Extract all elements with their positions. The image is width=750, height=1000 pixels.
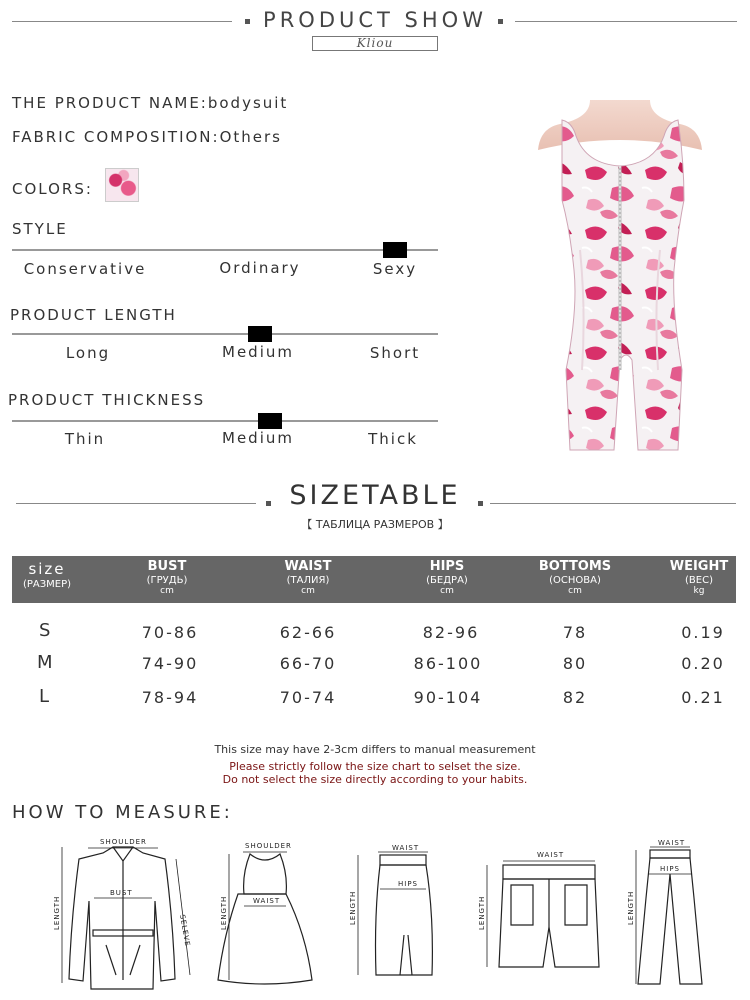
style-option-conservative: Conservative	[23, 260, 147, 278]
thickness-scale	[12, 420, 438, 422]
length-marker	[248, 326, 272, 342]
thickness-heading: PRODUCT THICKNESS	[8, 391, 206, 409]
header-waist-title: WAIST	[284, 559, 332, 574]
header-size-title: size	[28, 560, 66, 578]
shoulder-label: SHOULDER	[100, 838, 147, 846]
fabric-composition: FABRIC COMPOSITION:Others	[12, 128, 282, 146]
seleve-label: SELEVE	[178, 913, 192, 948]
dress-measure-diagram	[215, 840, 315, 990]
thickness-option-thick: Thick	[368, 430, 418, 448]
header-size-sub: (РАЗМЕР)	[22, 579, 72, 590]
hips-cell: 82-96	[422, 623, 480, 642]
waist-label: WAIST	[658, 840, 686, 847]
length-label: LENGTH	[220, 895, 228, 930]
bottoms-cell: 78	[562, 623, 588, 642]
weight-cell: 0.21	[681, 688, 725, 707]
brand-box: Kliou	[312, 36, 438, 51]
header-rule-right	[515, 21, 737, 22]
header-weight-title: WEIGHT	[669, 559, 729, 574]
colors-label: COLORS:	[12, 180, 93, 198]
product-image	[520, 100, 720, 465]
length-label: LENGTH	[627, 890, 635, 925]
weight-cell: 0.19	[681, 623, 725, 642]
hips-cell: 90-104	[413, 688, 483, 707]
weight-cell: 0.20	[681, 654, 725, 673]
header-weight	[662, 556, 736, 603]
length-heading: PRODUCT LENGTH	[10, 306, 177, 324]
hips-label: HIPS	[398, 880, 418, 888]
header-hips	[407, 556, 487, 603]
header-bottoms-title: BOTTOMS	[538, 559, 612, 574]
pants-measure-diagram	[620, 840, 730, 990]
measurement-note: This size may have 2-3cm differs to manual measurement	[214, 743, 536, 756]
length-label: LENGTH	[478, 895, 486, 930]
waist-label: WAIST	[392, 845, 420, 852]
length-option-short: Short	[369, 344, 421, 362]
size-table-header	[12, 556, 736, 603]
header-bust	[127, 556, 207, 603]
hips-cell: 86-100	[413, 654, 483, 673]
sizetable-rule-right	[490, 503, 736, 504]
header-bottoms-unit: cm	[568, 586, 582, 596]
bust-cell: 78-94	[141, 688, 199, 707]
style-heading: STYLE	[12, 220, 68, 238]
hips-label: HIPS	[660, 865, 680, 873]
header-hips-sub: (БЕДРА)	[426, 575, 468, 586]
product-name: THE PRODUCT NAME:bodysuit	[12, 94, 289, 112]
color-swatch-pink-print[interactable]	[105, 168, 139, 202]
header-hips-title: HIPS	[429, 559, 465, 574]
length-label: LENGTH	[349, 890, 357, 925]
how-to-measure-heading: HOW TO MEASURE:	[12, 802, 233, 823]
page-title: PRODUCT SHOW	[263, 8, 487, 32]
size-cell: S	[39, 620, 51, 641]
waist-cell: 66-70	[279, 654, 337, 673]
shorts-measure-diagram	[475, 845, 610, 975]
style-option-sexy: Sexy	[372, 260, 418, 278]
thickness-option-medium: Medium	[222, 429, 294, 447]
style-scale	[12, 249, 438, 251]
size-warning	[0, 760, 750, 786]
header-waist	[268, 556, 348, 603]
sizetable-subtitle: 【 ТАБЛИЦА РАЗМЕРОВ 】	[301, 518, 449, 531]
bust-label: BUST	[110, 889, 133, 897]
size-cell: M	[37, 652, 53, 673]
size-warning-line-2: Do not select the size directly according to your habits.	[222, 773, 528, 786]
style-marker	[383, 242, 407, 258]
header-size	[12, 556, 82, 603]
header-weight-sub: (ВЕС)	[685, 575, 713, 586]
length-option-long: Long	[65, 344, 111, 362]
style-option-ordinary: Ordinary	[219, 259, 301, 277]
size-cell: L	[39, 686, 50, 707]
waist-cell: 70-74	[279, 688, 337, 707]
size-warning-line-1: Please strictly follow the size chart to selset the size.	[229, 760, 521, 773]
shoulder-label: SHOULDER	[245, 842, 292, 850]
header-bust-unit: cm	[160, 586, 174, 596]
bottoms-cell: 80	[562, 654, 588, 673]
bust-cell: 74-90	[141, 654, 199, 673]
header-bottoms	[530, 556, 620, 603]
thickness-option-thin: Thin	[64, 430, 106, 448]
header-waist-unit: cm	[301, 586, 315, 596]
waist-cell: 62-66	[279, 623, 337, 642]
header-waist-sub: (ТАЛИЯ)	[286, 575, 330, 586]
header-weight-unit: kg	[693, 586, 705, 596]
header-bust-title: BUST	[147, 559, 187, 574]
jacket-measure-diagram	[48, 835, 198, 990]
length-option-medium: Medium	[222, 343, 294, 361]
header-bottoms-sub: (ОСНОВА)	[549, 575, 601, 586]
skirt-measure-diagram	[342, 845, 452, 990]
thickness-marker	[258, 413, 282, 429]
header-hips-unit: cm	[440, 586, 454, 596]
sizetable-title: SIZETABLE	[289, 480, 461, 511]
waist-label: WAIST	[537, 851, 565, 859]
bust-cell: 70-86	[141, 623, 199, 642]
bottoms-cell: 82	[562, 688, 588, 707]
waist-label: WAIST	[253, 897, 281, 905]
sizetable-dot-right	[478, 501, 483, 506]
length-label: LENGTH	[53, 895, 61, 930]
length-scale	[12, 333, 438, 335]
header-bust-sub: (ГРУДЬ)	[146, 575, 188, 586]
header-dot-right	[498, 19, 503, 24]
